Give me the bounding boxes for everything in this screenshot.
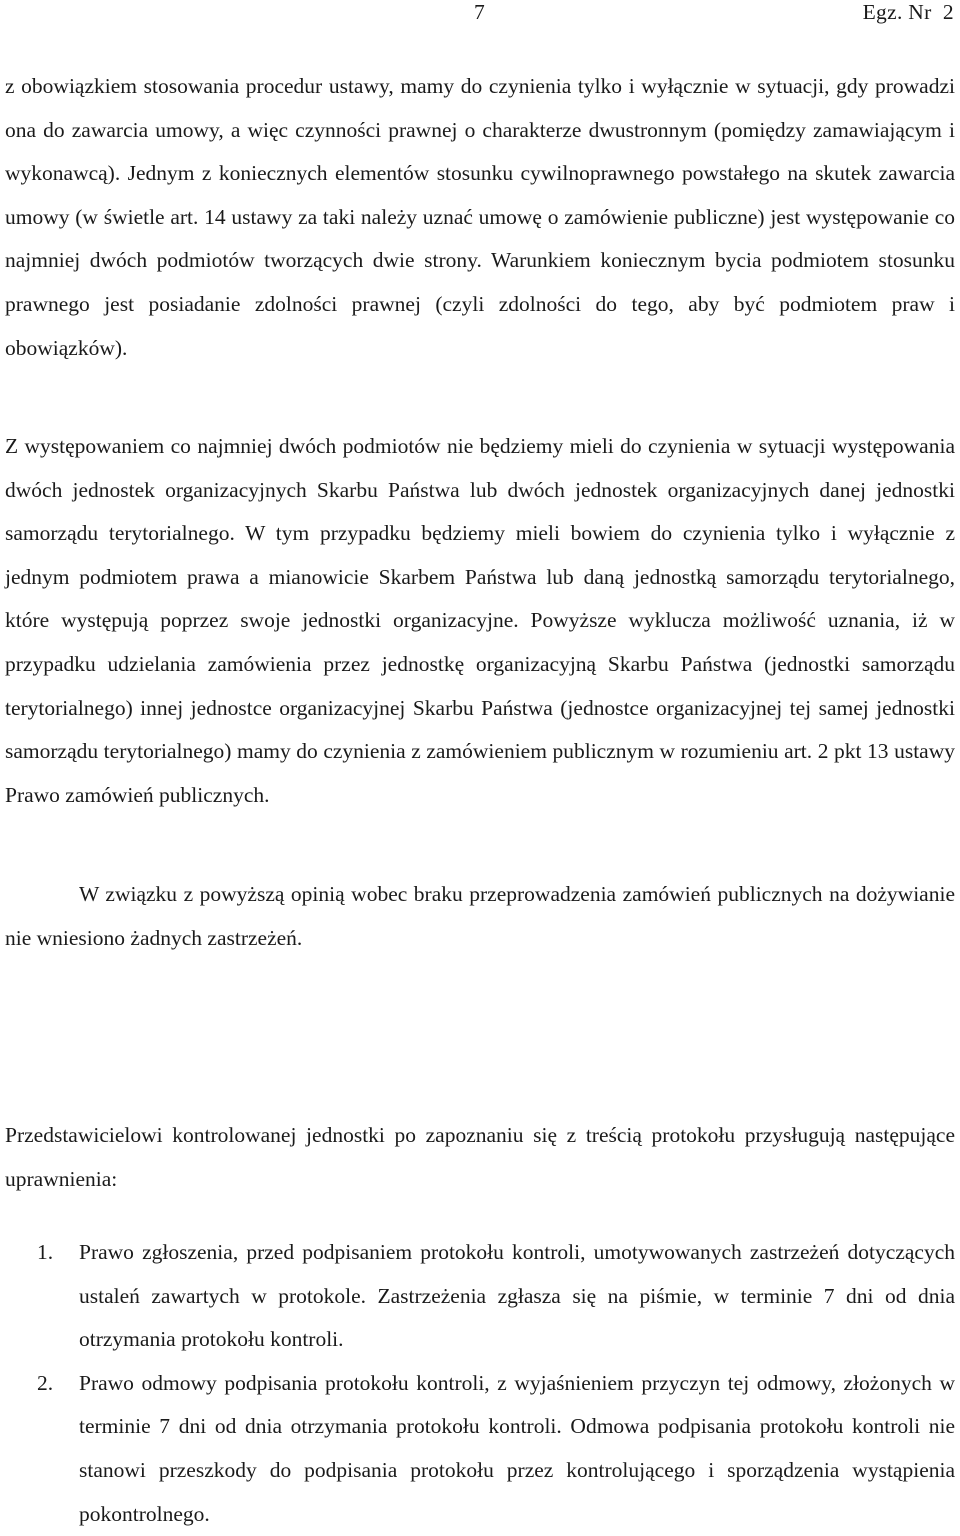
list-item-text: Prawo zgłoszenia, przed podpisaniem protokołu kontroli, umotywowanych zastrzeżeń dotyczących ustaleń zawartych w protokole. Zastrzeżenia zgłasza się na piśmie, w terminie 7 dni od dnia otrzymania protokołu kontroli. xyxy=(79,1240,955,1352)
paragraph-rights-intro: Przedstawicielowi kontrolowanej jednostki po zapoznaniu się z treścią protokołu przysługują następujące uprawnienia: xyxy=(5,1123,955,1191)
paragraph-state-treasury-units: Z występowaniem co najmniej dwóch podmiotów nie będziemy mieli do czynienia w sytuacji występowania dwóch jednostek organizacyjnych Skarbu Państwa lub dwóch jednostek organizacyjnych danej jednostki samorządu terytorialnego. W tym przypadku będziemy mieli bowiem do czynienia tylko i wyłącznie z jednym podmiotem prawa a mianowicie Skarbem Państwa lub daną jednostką samorządu terytorialnego, które występują poprzez swoje jednostki organizacyjne. Powyższe wyklucza możliwość uznania, iż w przypadku udzielania zamówienia przez jednostkę organizacyjną Skarbu Państwa (jednostki samorządu terytorialnego) innej jednostce organizacyjnej Skarbu Państwa (jednostce organizacyjnej tej samej jednostki samorządu terytorialnego) mamy do czynienia z zamówieniem publicznym w rozumieniu art. 2 pkt 13 ustawy Prawo zamówień publicznych. xyxy=(5,434,955,807)
list-item-text: Prawo odmowy podpisania protokołu kontroli, z wyjaśnieniem przyczyn tej odmowy, złożonych w terminie 7 dni od dnia otrzymania protokołu kontroli. Odmowa podpisania protokołu kontroli nie stanowi przeszkody do podpisania protokołu przez kontrolującego i sporządzenia wystąpienia pokontrolnego. xyxy=(79,1370,955,1526)
list-item xyxy=(5,1362,955,1536)
document-copy-number: Egz. Nr 2 xyxy=(862,0,954,24)
paragraph-legal-relationship: z obowiązkiem stosowania procedur ustawy, mamy do czynienia tylko i wyłącznie w sytuacji, gdy prowadzi ona do zawarcia umowy, a więc czynności prawnej o charakterze dwustronnym (pomiędzy zamawiającym i wykonawcą). Jednym z koniecznych elementów stosunku cywilnoprawnego powstałego na skutek zawarcia umowy (w świetle art. 14 ustawy za taki należy uznać umowę o zamówienie publiczne) jest występowanie co najmniej dwóch podmiotów tworzących dwie strony. Warunkiem koniecznym bycia podmiotem stosunku prawnego jest posiadanie zdolności prawnej (czyli zdolności do tego, aby być podmiotem praw i obowiązków). xyxy=(5,74,955,360)
list-item-number: 2. xyxy=(37,1370,54,1395)
paragraph-conclusion: W związku z powyższą opinią wobec braku przeprowadzenia zamówień publicznych na dożywianie nie wniesiono żadnych zastrzeżeń. xyxy=(5,882,955,950)
list-item xyxy=(5,1231,955,1362)
page-header xyxy=(0,0,960,30)
page-number: 7 xyxy=(474,0,485,24)
list-item-number: 1. xyxy=(37,1240,54,1264)
rights-list xyxy=(5,1231,955,1536)
